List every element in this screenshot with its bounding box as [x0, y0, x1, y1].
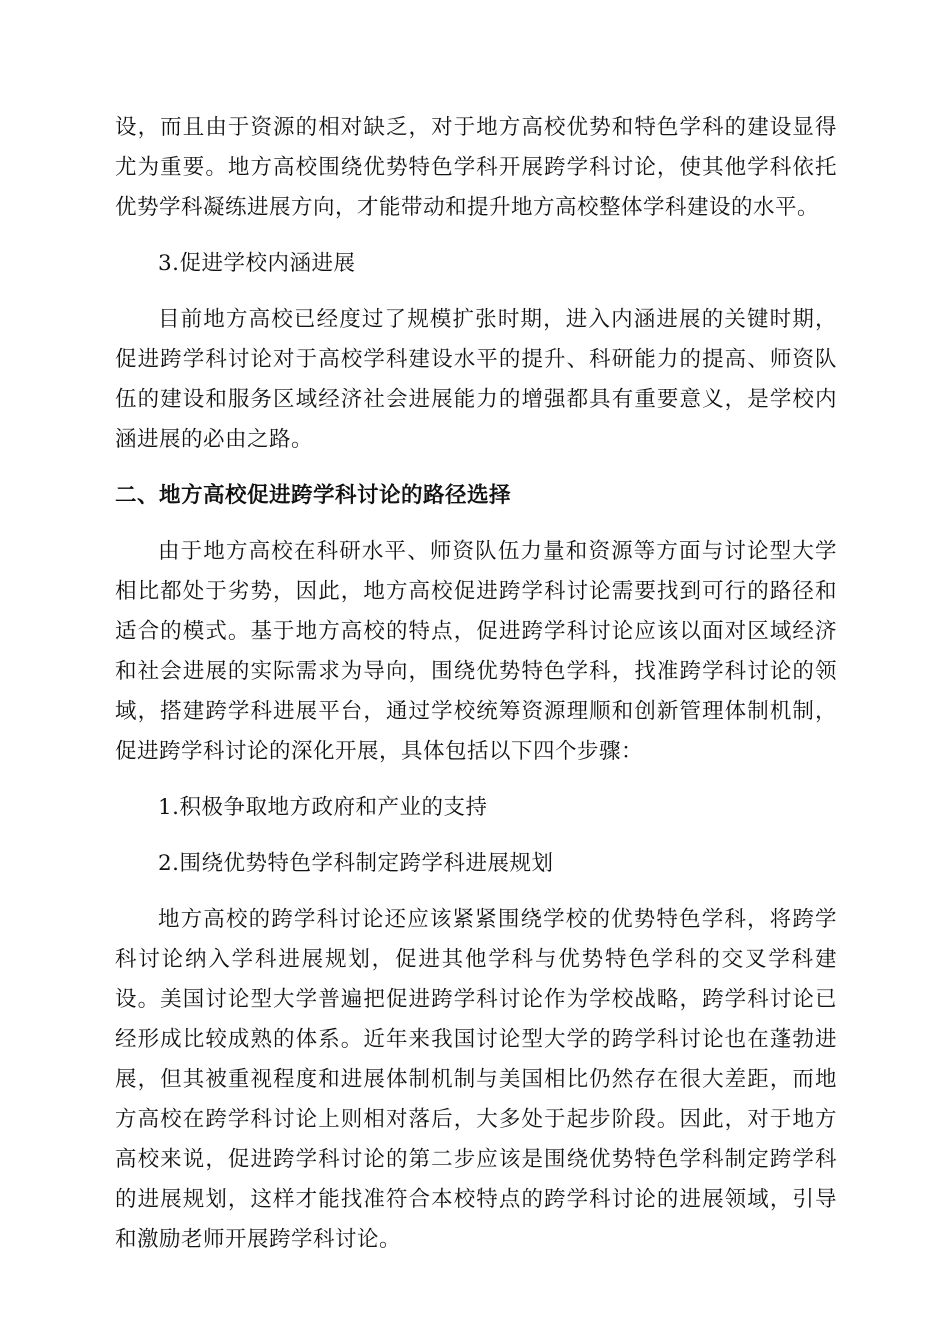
paragraph-planning: 地方高校的跨学科讨论还应该紧紧围绕学校的优势特色学科，将跨学科讨论纳入学科进展规划，促进其他学科与优势特色学科的交叉学科建设。美国讨论型大学普遍把促进跨学科讨论作为学校战略，跨学科讨论已经形成比较成熟的体系。近年来我国讨论型大学的跨学科讨论也在蓬勃进展，但其被重视程度和进展体制机制与美国相比仍然存在很大差距，而地方高校在跨学科讨论上则相对落后，大多处于起步阶段。因此，对于地方高校来说，促进跨学科讨论的第二步应该是围绕优势特色学科制定跨学科的进展规划，这样才能找准符合本校特点的跨学科讨论的进展领域，引导和激励老师开展跨学科讨论。 — [115, 907, 837, 1252]
paragraph-continuation: 设，而且由于资源的相对缺乏，对于地方高校优势和特色学科的建设显得尤为重要。地方高校围绕优势特色学科开展跨学科讨论，使其他学科依托优势学科凝练进展方向，才能带动和提升地方高校整体学科建设的水平。 — [115, 115, 837, 220]
subheading-3: 3.促进学校内涵进展 — [158, 251, 356, 276]
subheading-2: 2.围绕优势特色学科制定跨学科进展规划 — [158, 851, 554, 876]
subheading-1: 1.积极争取地方政府和产业的支持 — [158, 795, 488, 820]
paragraph-path-choice: 由于地方高校在科研水平、师资队伍力量和资源等方面与讨论型大学相比都处于劣势，因此，地方高校促进跨学科讨论需要找到可行的路径和适合的模式。基于地方高校的特点，促进跨学科讨论应该以面对区域经济和社会进展的实际需求为导向，围绕优势特色学科，找准跨学科讨论的领域，搭建跨学科进展平台，通过学校统筹资源理顺和创新管理体制机制，促进跨学科讨论的深化开展，具体包括以下四个步骤： — [115, 539, 837, 764]
paragraph-connotation: 目前地方高校已经度过了规模扩张时期，进入内涵进展的关键时期，促进跨学科讨论对于高校学科建设水平的提升、科研能力的提高、师资队伍的建设和服务区域经济社会进展能力的增强都具有重要意义，是学校内涵进展的必由之路。 — [115, 307, 837, 452]
section-heading-2: 二、地方高校促进跨学科讨论的路径选择 — [115, 483, 512, 508]
document-body — [115, 108, 837, 1276]
